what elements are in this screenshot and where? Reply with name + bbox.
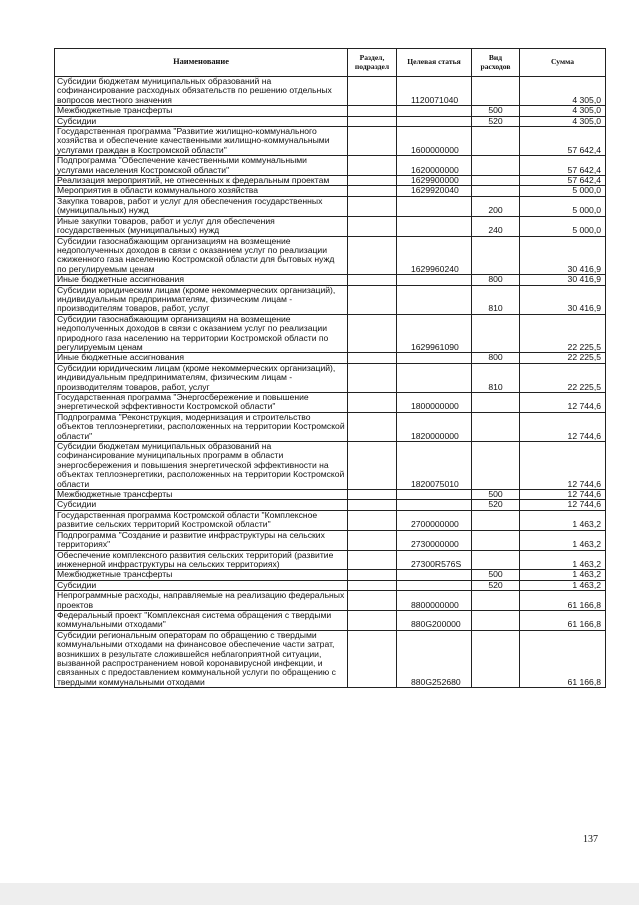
cell-section bbox=[348, 591, 397, 611]
table-row bbox=[55, 77, 606, 106]
cell-name: Субсидии бюджетам муниципальных образований на софинансирование расходных обязательств по решению отдельных вопросов местного значения bbox=[55, 77, 348, 106]
cell-section bbox=[348, 610, 397, 630]
cell-section bbox=[348, 285, 397, 314]
cell-type: 800 bbox=[472, 353, 520, 363]
cell-name: Государственная программа Костромской области "Комплексное развитие сельских территорий Костромской области" bbox=[55, 510, 348, 530]
cell-section bbox=[348, 530, 397, 550]
cell-section bbox=[348, 106, 397, 116]
cell-name: Непрограммные расходы, направляемые на реализацию федеральных проектов bbox=[55, 591, 348, 611]
table-row bbox=[55, 186, 606, 196]
cell-type bbox=[472, 156, 520, 176]
cell-type: 500 bbox=[472, 106, 520, 116]
cell-name: Закупка товаров, работ и услуг для обеспечения государственных (муниципальных) нужд bbox=[55, 196, 348, 216]
cell-type bbox=[472, 77, 520, 106]
cell-name: Реализация мероприятий, не отнесенных к федеральным проектам bbox=[55, 176, 348, 186]
cell-target: 880G252680 bbox=[397, 630, 472, 687]
cell-section bbox=[348, 500, 397, 510]
table-row bbox=[55, 314, 606, 353]
cell-type: 800 bbox=[472, 275, 520, 285]
table-row bbox=[55, 580, 606, 590]
cell-sum: 1 463,2 bbox=[520, 580, 606, 590]
cell-name: Субсидии bbox=[55, 500, 348, 510]
cell-type bbox=[472, 127, 520, 156]
cell-section bbox=[348, 630, 397, 687]
cell-target: 1629961090 bbox=[397, 314, 472, 353]
cell-section bbox=[348, 442, 397, 490]
cell-type bbox=[472, 186, 520, 196]
header-sum: Сумма bbox=[520, 49, 606, 77]
cell-name: Обеспечение комплексного развития сельских территорий (развитие инженерной инфраструктуры на сельских территориях) bbox=[55, 550, 348, 570]
cell-type: 520 bbox=[472, 116, 520, 126]
cell-target: 1820075010 bbox=[397, 442, 472, 490]
cell-target bbox=[397, 353, 472, 363]
cell-target: 880G200000 bbox=[397, 610, 472, 630]
cell-type: 520 bbox=[472, 500, 520, 510]
cell-sum: 57 642,4 bbox=[520, 156, 606, 176]
cell-type bbox=[472, 550, 520, 570]
cell-name: Межбюджетные трансферты bbox=[55, 106, 348, 116]
cell-type: 500 bbox=[472, 570, 520, 580]
table-row bbox=[55, 363, 606, 392]
table-row bbox=[55, 630, 606, 687]
cell-target: 27300R576S bbox=[397, 550, 472, 570]
budget-table-sheet bbox=[54, 48, 606, 688]
cell-sum: 57 642,4 bbox=[520, 127, 606, 156]
cell-type bbox=[472, 412, 520, 441]
cell-target: 1820000000 bbox=[397, 412, 472, 441]
cell-section bbox=[348, 412, 397, 441]
cell-section bbox=[348, 580, 397, 590]
header-name: Наименование bbox=[55, 49, 348, 77]
cell-sum: 1 463,2 bbox=[520, 550, 606, 570]
table-row bbox=[55, 127, 606, 156]
cell-name: Субсидии газоснабжающим организациям на возмещение недополученных доходов в связи с оказанием услуг по реализации сжиженного газа населению Костромской области для бытовых нужд по регулируемым ценам bbox=[55, 236, 348, 275]
scan-bottom-edge bbox=[0, 883, 639, 905]
cell-name: Иные закупки товаров, работ и услуг для обеспечения государственных (муниципальных) нужд bbox=[55, 216, 348, 236]
cell-name: Субсидии bbox=[55, 580, 348, 590]
cell-sum: 1 463,2 bbox=[520, 570, 606, 580]
table-row bbox=[55, 156, 606, 176]
cell-sum: 30 416,9 bbox=[520, 236, 606, 275]
cell-type bbox=[472, 442, 520, 490]
cell-target: 2700000000 bbox=[397, 510, 472, 530]
table-row bbox=[55, 500, 606, 510]
cell-target: 8800000000 bbox=[397, 591, 472, 611]
cell-name: Государственная программа "Энергосбережение и повышение энергетической эффективности Костромской области" bbox=[55, 393, 348, 413]
cell-target bbox=[397, 216, 472, 236]
cell-sum: 5 000,0 bbox=[520, 216, 606, 236]
cell-target: 1629900000 bbox=[397, 176, 472, 186]
header-section: Раздел, подраздел bbox=[348, 49, 397, 77]
cell-section bbox=[348, 550, 397, 570]
cell-target: 1629960240 bbox=[397, 236, 472, 275]
table-row bbox=[55, 285, 606, 314]
cell-type: 200 bbox=[472, 196, 520, 216]
cell-sum: 22 225,5 bbox=[520, 363, 606, 392]
header-type: Вид расходов bbox=[472, 49, 520, 77]
cell-sum: 61 166,8 bbox=[520, 610, 606, 630]
cell-type bbox=[472, 236, 520, 275]
cell-sum: 22 225,5 bbox=[520, 314, 606, 353]
cell-sum: 4 305,0 bbox=[520, 77, 606, 106]
cell-target bbox=[397, 196, 472, 216]
cell-type bbox=[472, 393, 520, 413]
cell-target: 1620000000 bbox=[397, 156, 472, 176]
cell-section bbox=[348, 570, 397, 580]
cell-type: 810 bbox=[472, 285, 520, 314]
cell-section bbox=[348, 116, 397, 126]
cell-section bbox=[348, 77, 397, 106]
cell-target bbox=[397, 500, 472, 510]
table-row bbox=[55, 216, 606, 236]
cell-sum: 22 225,5 bbox=[520, 353, 606, 363]
cell-name: Межбюджетные трансферты bbox=[55, 490, 348, 500]
cell-sum: 12 744,6 bbox=[520, 490, 606, 500]
cell-target bbox=[397, 285, 472, 314]
table-row bbox=[55, 393, 606, 413]
cell-sum: 12 744,6 bbox=[520, 442, 606, 490]
cell-section bbox=[348, 353, 397, 363]
cell-target: 1800000000 bbox=[397, 393, 472, 413]
cell-type: 810 bbox=[472, 363, 520, 392]
cell-section bbox=[348, 275, 397, 285]
cell-sum: 12 744,6 bbox=[520, 500, 606, 510]
table-row bbox=[55, 116, 606, 126]
table-row bbox=[55, 412, 606, 441]
header-target: Целевая статья bbox=[397, 49, 472, 77]
cell-sum: 1 463,2 bbox=[520, 510, 606, 530]
cell-type bbox=[472, 610, 520, 630]
table-row bbox=[55, 236, 606, 275]
cell-target bbox=[397, 275, 472, 285]
table-row bbox=[55, 196, 606, 216]
cell-sum: 57 642,4 bbox=[520, 176, 606, 186]
cell-section bbox=[348, 314, 397, 353]
cell-sum: 12 744,6 bbox=[520, 393, 606, 413]
page-number: 137 bbox=[583, 834, 598, 845]
cell-section bbox=[348, 393, 397, 413]
cell-name: Подпрограмма "Обеспечение качественными коммунальными услугами населения Костромской области" bbox=[55, 156, 348, 176]
cell-sum: 12 744,6 bbox=[520, 412, 606, 441]
cell-name: Иные бюджетные ассигнования bbox=[55, 353, 348, 363]
cell-sum: 5 000,0 bbox=[520, 196, 606, 216]
cell-section bbox=[348, 216, 397, 236]
cell-section bbox=[348, 156, 397, 176]
cell-type bbox=[472, 510, 520, 530]
cell-type bbox=[472, 630, 520, 687]
cell-sum: 30 416,9 bbox=[520, 275, 606, 285]
cell-name: Подпрограмма "Реконструкция, модернизация и строительство объектов теплоэнергетики, расположенных на территории Костромской области" bbox=[55, 412, 348, 441]
cell-type: 500 bbox=[472, 490, 520, 500]
table-row bbox=[55, 570, 606, 580]
table-row bbox=[55, 610, 606, 630]
table-row bbox=[55, 106, 606, 116]
cell-section bbox=[348, 196, 397, 216]
cell-name: Межбюджетные трансферты bbox=[55, 570, 348, 580]
cell-name: Субсидии бюджетам муниципальных образований на софинансирование муниципальных программ в области энергосбережения и повышения энергетической эффективности на объектах теплоэнергетики, расположенных на территории Костромской области bbox=[55, 442, 348, 490]
cell-name: Государственная программа "Развитие жилищно-коммунального хозяйства и обеспечение качественными жилищно-коммунальными услугами граждан в Костромской области" bbox=[55, 127, 348, 156]
cell-target: 2730000000 bbox=[397, 530, 472, 550]
cell-name: Субсидии юридическим лицам (кроме некоммерческих организаций), индивидуальным предпринимателям, физическим лицам - производителям товаров, работ, услуг bbox=[55, 285, 348, 314]
table-row bbox=[55, 442, 606, 490]
cell-target bbox=[397, 580, 472, 590]
cell-section bbox=[348, 510, 397, 530]
cell-target bbox=[397, 116, 472, 126]
cell-section bbox=[348, 186, 397, 196]
cell-sum: 1 463,2 bbox=[520, 530, 606, 550]
budget-table bbox=[54, 48, 606, 688]
cell-target: 1629920040 bbox=[397, 186, 472, 196]
cell-name: Иные бюджетные ассигнования bbox=[55, 275, 348, 285]
cell-type bbox=[472, 176, 520, 186]
cell-target bbox=[397, 570, 472, 580]
cell-name: Федеральный проект "Комплексная система обращения с твердыми коммунальными отходами" bbox=[55, 610, 348, 630]
table-header-row bbox=[55, 49, 606, 77]
cell-type: 240 bbox=[472, 216, 520, 236]
cell-sum: 4 305,0 bbox=[520, 106, 606, 116]
table-row bbox=[55, 176, 606, 186]
cell-section bbox=[348, 127, 397, 156]
cell-name: Субсидии региональным операторам по обращению с твердыми коммунальными отходами на финансовое обеспечение части затрат, возникших в результате сложившейся неблагоприятной ситуации, вызванной распространением новой коронавирусной инфекции, и связанных с предоставлением коммунальной услуги по обращению с твердыми коммунальными отходами bbox=[55, 630, 348, 687]
table-row bbox=[55, 530, 606, 550]
cell-target bbox=[397, 490, 472, 500]
cell-name: Подпрограмма "Создание и развитие инфраструктуры на сельских территориях" bbox=[55, 530, 348, 550]
cell-type bbox=[472, 591, 520, 611]
cell-type bbox=[472, 314, 520, 353]
cell-name: Субсидии bbox=[55, 116, 348, 126]
table-row bbox=[55, 510, 606, 530]
cell-sum: 61 166,8 bbox=[520, 630, 606, 687]
cell-target bbox=[397, 106, 472, 116]
cell-target: 1120071040 bbox=[397, 77, 472, 106]
cell-type bbox=[472, 530, 520, 550]
cell-section bbox=[348, 176, 397, 186]
cell-section bbox=[348, 363, 397, 392]
cell-sum: 5 000,0 bbox=[520, 186, 606, 196]
cell-name: Субсидии газоснабжающим организациям на возмещение недополученных доходов в связи с оказанием услуг по реализации природного газа населению на территории Костромской области по регулируемым ценам bbox=[55, 314, 348, 353]
cell-sum: 4 305,0 bbox=[520, 116, 606, 126]
table-row bbox=[55, 591, 606, 611]
table-body bbox=[55, 77, 606, 688]
cell-target: 1600000000 bbox=[397, 127, 472, 156]
cell-name: Мероприятия в области коммунального хозяйства bbox=[55, 186, 348, 196]
cell-sum: 30 416,9 bbox=[520, 285, 606, 314]
table-row bbox=[55, 275, 606, 285]
cell-section bbox=[348, 236, 397, 275]
cell-section bbox=[348, 490, 397, 500]
cell-type: 520 bbox=[472, 580, 520, 590]
table-row bbox=[55, 353, 606, 363]
table-row bbox=[55, 490, 606, 500]
cell-name: Субсидии юридическим лицам (кроме некоммерческих организаций), индивидуальным предпринимателям, физическим лицам - производителям товаров, работ, услуг bbox=[55, 363, 348, 392]
cell-target bbox=[397, 363, 472, 392]
cell-sum: 61 166,8 bbox=[520, 591, 606, 611]
table-row bbox=[55, 550, 606, 570]
